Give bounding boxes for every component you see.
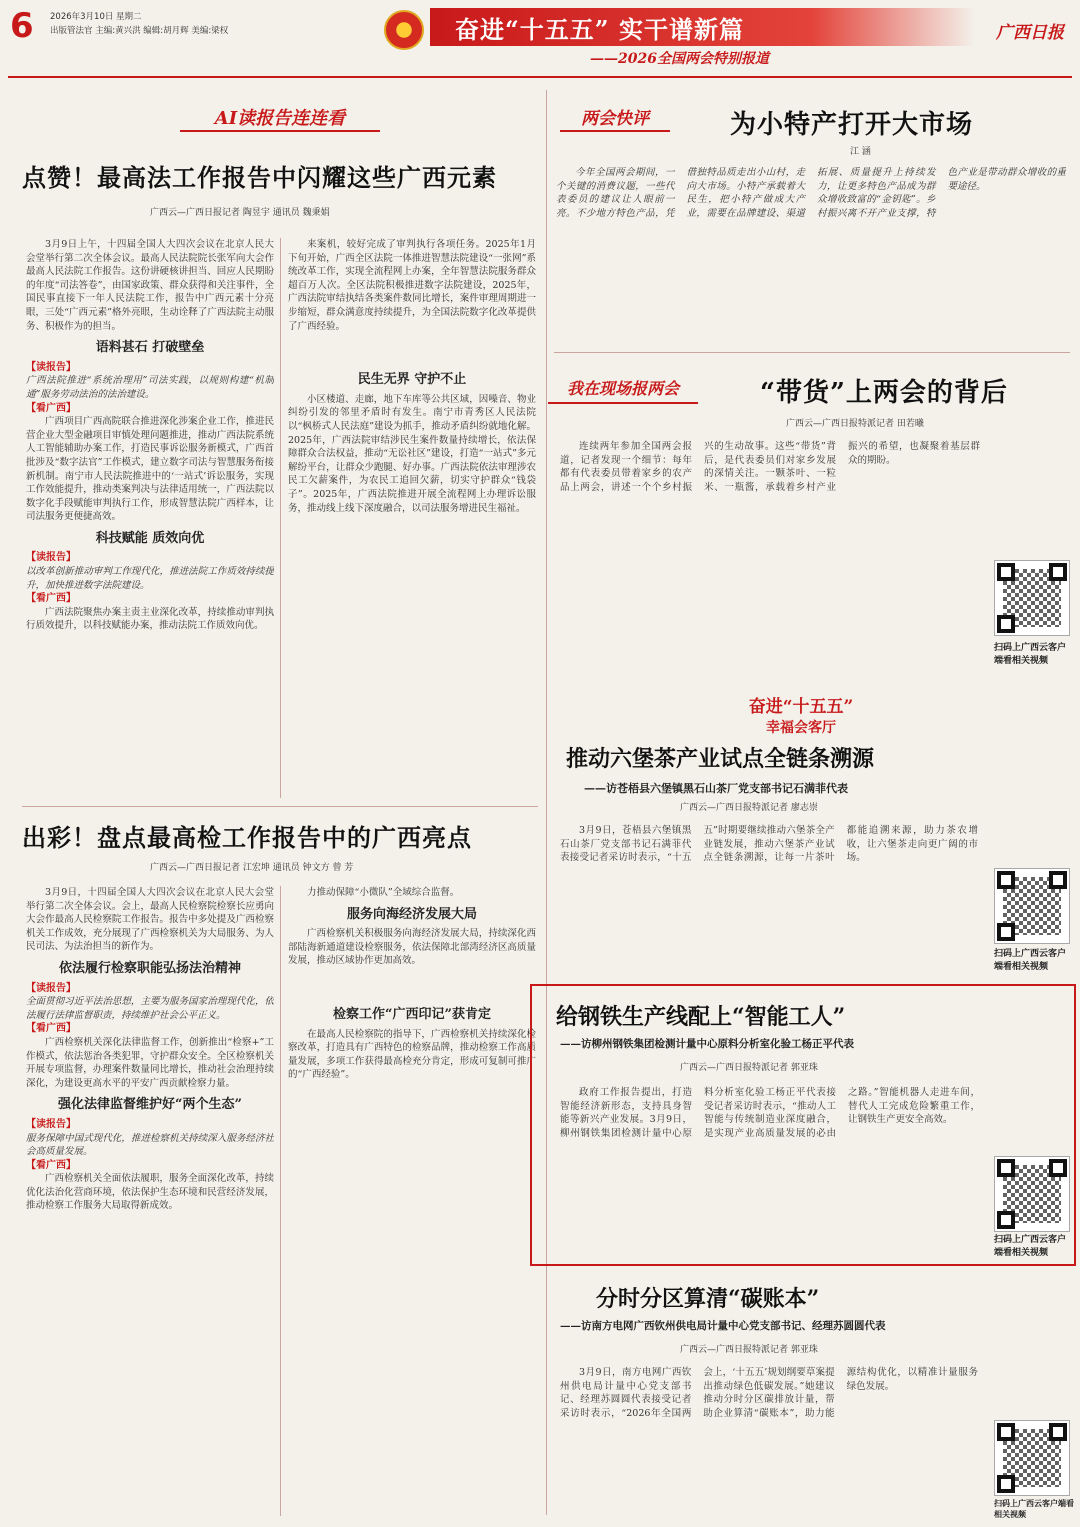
article2-r1-label: 【读报告】 <box>26 982 76 994</box>
interview1-body: 3月9日，苍梧县六堡镇黑石山茶厂党支部书记石满菲代表接受记者采访时表示，“十五五”时期要继续推动六堡茶全产业链发展，推动六堡茶产业试点全链条溯源，让每一片茶叶都能追溯来源，助力茶农增收，让六堡茶走向更广阔的市场。 <box>560 825 978 864</box>
article1-col2-text: 来案机，较好完成了审判执行各项任务。2025年1月下旬开始，广西全区法院一体推进智慧法院建设“一张网”系统改革工作，实现全流程网上办案，全年智慧法院服务群众超百万人次。全区法院积极推进数字法院建设，2025年，广西法院审结执结各类案件数同比增长，案件审理周期进一步缩短，群众满意度持续提升，为全国法院数字化改革提供了广西经验。 <box>288 239 536 332</box>
article2-col2-text: 力推动保障“小微队”全域综合监督。 <box>307 887 460 898</box>
article1-r2-label: 【读报告】 <box>26 552 76 564</box>
interview3-subheadline: ——访南方电网广西钦州供电局计量中心党支部书记、经理苏圆圆代表 <box>560 1320 886 1332</box>
column-banner-title: 奋进“十五五” <box>748 697 854 717</box>
article1-r1-text: 广西法院推进“系统治理用”司法实践，以规则构建“机制通”服务劳动法治的法治建设。 <box>26 375 274 400</box>
commentary-headline: 为小特产打开大市场 <box>730 110 974 140</box>
commentary-text <box>556 166 1066 346</box>
article1-sub2: 科技赋能 质效向优 <box>95 530 205 546</box>
interview1-qr-code-icon[interactable] <box>994 868 1070 944</box>
interview3-body: 3月9日，南方电网广西钦州供电局计量中心党支部书记、经理苏圆圆代表接受记者采访时表示，“2026年全国两会上，‘十五五’规划纲要草案提出推动绿色低碳发展。”她建议推动分时分区碳排放计量，帮助企业算清“碳账本”，助力能源结构优化，以精准计量服务绿色发展。 <box>560 1367 978 1419</box>
interview2-subheadline: ——访柳州钢铁集团检测计量中心原料分析室化验工杨正平代表 <box>560 1038 854 1050</box>
paper-logo: 广西日报 <box>996 23 1064 43</box>
article1-sub1: 语料甚石 打破壁垒 <box>95 340 205 356</box>
article2-k1-text: 广西检察机关深化法律监督工作，创新推出“检察+”工作模式，依法惩治各类犯罪，守护群众安全。全区检察机关开展专项监督，办理案件数量同比增长，推动社会治理持续深化，为建设更高水平的平安广西贡献检察力量。 <box>26 1036 274 1089</box>
article2-sub4: 检察工作“广西印记”获肯定 <box>333 1006 491 1022</box>
article2-col2-text2: 广西检察机关积极服务向海经济发展大局，持续深化西部陆海新通道建设检察服务，依法保障北部湾经济区高质量发展，推动区域协作更加高效。 <box>288 928 536 967</box>
commentary-label-box <box>560 104 670 132</box>
interview2-text <box>560 1086 980 1256</box>
masthead <box>0 0 1080 76</box>
theme-title: 奋进“十五五” 实干谱新篇 <box>455 15 744 44</box>
interview3-qr-code-icon[interactable] <box>994 1420 1070 1496</box>
interview3-qr-caption: 扫码上广西云客户端看相关视频 <box>994 1499 1074 1519</box>
interview2-qr-code-icon[interactable] <box>994 1156 1070 1232</box>
article1-byline: 广西云—广西日报记者 陶昱宇 通讯员 魏秉娟 <box>150 208 330 218</box>
left-separator <box>22 806 538 807</box>
interview1-headline: 推动六堡茶产业试点全链条溯源 <box>566 746 875 772</box>
article1-sub3: 民生无界 守护不止 <box>357 372 467 388</box>
column-banner <box>716 692 886 740</box>
right-separator <box>554 352 1070 353</box>
live-headline: “带货”上两会的背后 <box>760 378 1008 408</box>
theme-subtitle: ——2026全国两会特别报道 <box>590 51 769 67</box>
page-number: 6 <box>10 6 34 46</box>
article1-r2-text: 以改革创新推动审判工作现代化，推进法院工作质效持续提升，加快推进数字法院建设。 <box>26 566 274 591</box>
interview3-byline: 广西云—广西日报特派记者 郭亚珠 <box>680 1345 818 1355</box>
article1-r1-label: 【读报告】 <box>26 361 76 373</box>
commentary-label: 两会快评 <box>581 109 649 129</box>
masthead-rule <box>8 76 1072 78</box>
interview2-headline: 给钢铁生产线配上“智能工人” <box>556 1004 846 1030</box>
article1-k1-label: 【看广西】 <box>26 402 76 414</box>
article1-col-b <box>288 238 536 798</box>
live-label: 我在现场报两会 <box>566 379 679 398</box>
article2-sub2: 强化法律监督维护好“两个生态” <box>58 1097 242 1113</box>
article1-col2-text2: 小区楼道、走廊，地下车库等公共区域，因噪音、物业纠纷引发的邻里矛盾时有发生。南宁市青秀区人民法院以“枫桥式人民法庭”建设为抓手，推动矛盾纠纷就地化解。2025年，广西法院审结涉民生案件数量持续增长，依法保障群众合法权益，推动“无讼社区”建设，打造“一站式”多元解纷平台，让群众少跑腿、好办事。广西法院依法审理涉农民工欠薪案件，为农民工追回欠薪，切实守护群众“钱袋子”。2025年，广西法院推进开展全流程网上办理诉讼服务，推动线上线下深度融合，以司法服务增进民生福祉。 <box>288 393 536 514</box>
date-line: 2026年3月10日 星期二 <box>50 12 142 22</box>
emblem-icon <box>384 10 424 50</box>
article2-r2-text: 服务保障中国式现代化，推进检察机关持续深入服务经济社会高质量发展。 <box>26 1132 274 1158</box>
article2-sub3: 服务向海经济发展大局 <box>346 906 477 922</box>
article1-headline: 点赞！最高法工作报告中闪耀这些广西元素 <box>22 163 497 192</box>
ai-section-label: AI读报告连连看 <box>214 108 346 129</box>
live-byline: 广西云—广西日报特派记者 田若曦 <box>786 419 924 429</box>
article2-intro: 3月9日，十四届全国人大四次会议在北京人民大会堂举行第二次全体会议。会上，最高人民检察院检察长应勇向大会作最高人民检察院工作报告。报告中多处提及广西检察机关工作成效，充分展现了广西检察机关为大局服务、为人民司法、为法治担当的新作为。 <box>26 887 274 953</box>
article2-headline: 出彩！盘点最高检工作报告中的广西亮点 <box>22 823 472 852</box>
interview2-qr-caption: 扫码上广西云客户端看相关视频 <box>994 1235 1067 1258</box>
interview1-text <box>560 824 978 974</box>
article2-r2-label: 【读报告】 <box>26 1118 76 1130</box>
article2-r1-text: 全面贯彻习近平法治思想，主要为服务国家治理现代化，依法履行法律监督职责，持续维护社会公平正义。 <box>26 996 274 1021</box>
article1-k2-label: 【看广西】 <box>26 593 76 605</box>
article1-col-a <box>26 238 274 798</box>
article2-col-a <box>26 886 274 1516</box>
commentary-body: 今年全国两会期间，一个关键的消费议题，一些代表委员的建议让人眼前一亮。不少地方特色产品，凭借独特品质走出小山村，走向大市场。小特产承载着大民生，把小特产做成大产业，需要在品牌建设、渠道拓展、质量提升上持续发力，让更多特色产品成为群众增收致富的“金钥匙”。乡村振兴离不开产业支撑，特色产业是带动群众增收的重要途径。 <box>556 167 1066 219</box>
column-banner-subtitle: 幸福会客厅 <box>766 720 836 736</box>
editors-line: 出版管法官 主编:黄兴洪 编辑:胡月辉 美编:梁权 <box>50 26 229 36</box>
article2-k2-label: 【看广西】 <box>26 1159 76 1171</box>
article1-intro: 3月9日上午，十四届全国人大四次会议在北京人民大会堂举行第二次全体会议。最高人民法院院长张军向大会作最高人民法院工作报告。这份讲硬核讲担当、回应人民期盼的年度“司法答卷”，由国家政策、群众获得和关注事件，全国民事直接下一年人民法院工作，报告中广西元素十分亮眼，三处“广西元素”格外亮眼，生动诠释了广西法院主动服务、积极作为的担当。 <box>26 239 274 332</box>
live-qr-caption: 扫码上广西云客户端看相关视频 <box>994 643 1067 666</box>
article2-k1-label: 【看广西】 <box>26 1023 76 1035</box>
live-qr-code-icon[interactable] <box>994 560 1070 636</box>
commentary-author: 江 涵 <box>850 147 871 157</box>
col-divider <box>280 238 281 798</box>
article2-k2-text: 广西检察机关全面依法履职，服务全面深化改革，持续优化法治化营商环境，依法保护生态环境和民营经济发展，推动检察工作服务大局取得新成效。 <box>26 1173 274 1212</box>
article2-byline: 广西云—广西日报记者 江宏坤 通讯员 钟文方 曾 芳 <box>150 863 354 873</box>
interview1-qr-caption: 扫码上广西云客户端看相关视频 <box>994 949 1067 972</box>
interview3-headline: 分时分区算清“碳账本” <box>596 1286 820 1312</box>
article2-col-b <box>288 886 536 1516</box>
col-divider <box>280 886 281 1516</box>
interview2-byline: 广西云—广西日报特派记者 郭亚珠 <box>680 1063 818 1073</box>
interview1-subheadline: ——访苍梧县六堡镇黑石山茶厂党支部书记石满菲代表 <box>584 782 848 795</box>
live-label-box <box>548 376 698 404</box>
interview3-text <box>560 1366 978 1516</box>
article2-col2-text3: 在最高人民检察院的指导下，广西检察机关持续深化检察改革，打造具有广西特色的检察品牌，推动检察工作高质量发展，多项工作获得最高检充分肯定，形成可复制可推广的“广西经验”。 <box>288 1028 536 1081</box>
main-divider <box>546 90 547 1515</box>
interview2-body: 政府工作报告提出，打造智能经济新形态，支持具身智能等新兴产业发展。3月9日，柳州钢铁集团检测计量中心原料分析室化验工杨正平代表接受记者采访时表示，“推动人工智能与传统制造业深度融合，是实现产业高质量发展的必由之路。”智能机器人走进车间，替代人工完成危险繁重工作，让钢铁生产更安全高效。 <box>560 1087 980 1139</box>
ai-section-label-box <box>180 104 380 132</box>
interview1-byline: 广西云—广西日报特派记者 廖志崇 <box>680 803 818 813</box>
article1-k1-text: 广西项目广西高院联合推进深化涉案企业工作，推进民营企业大型金融项目审慎处理问题推进，推动广西法院系统人工智能辅助办案工作，打造民事诉讼服务新模式，广西首批涉及“数字法官”工作模式，建立数字司法与智慧服务衔接新机制。南宁市人民法院推进中的‘一站式’诉讼服务，实现工作效能提升，推动类案判决与法律适用统一，广西法院以数字化手段赋能审判执行工作，形成智慧法院广西样本，让司法服务更便捷高效。 <box>26 416 274 523</box>
article2-sub1: 依法履行检察职能弘扬法治精神 <box>58 960 241 976</box>
article1-k2-text: 广西法院聚焦办案主责主业深化改革，持续推动审判执行质效提升，以科技赋能办案，推动法院工作质效向优。 <box>26 606 274 632</box>
live-body: 连续两年参加全国两会报道，记者发现一个细节：每年都有代表委员带着家乡的农产品上两会，讲述一个个乡村振兴的生动故事。这些“带货”背后，是代表委员们对家乡发展的深情关注。一颗茶叶、一粒米、一瓶酱，承载着乡村产业振兴的希望，也凝聚着基层群众的期盼。 <box>560 441 980 493</box>
live-text <box>560 440 980 690</box>
